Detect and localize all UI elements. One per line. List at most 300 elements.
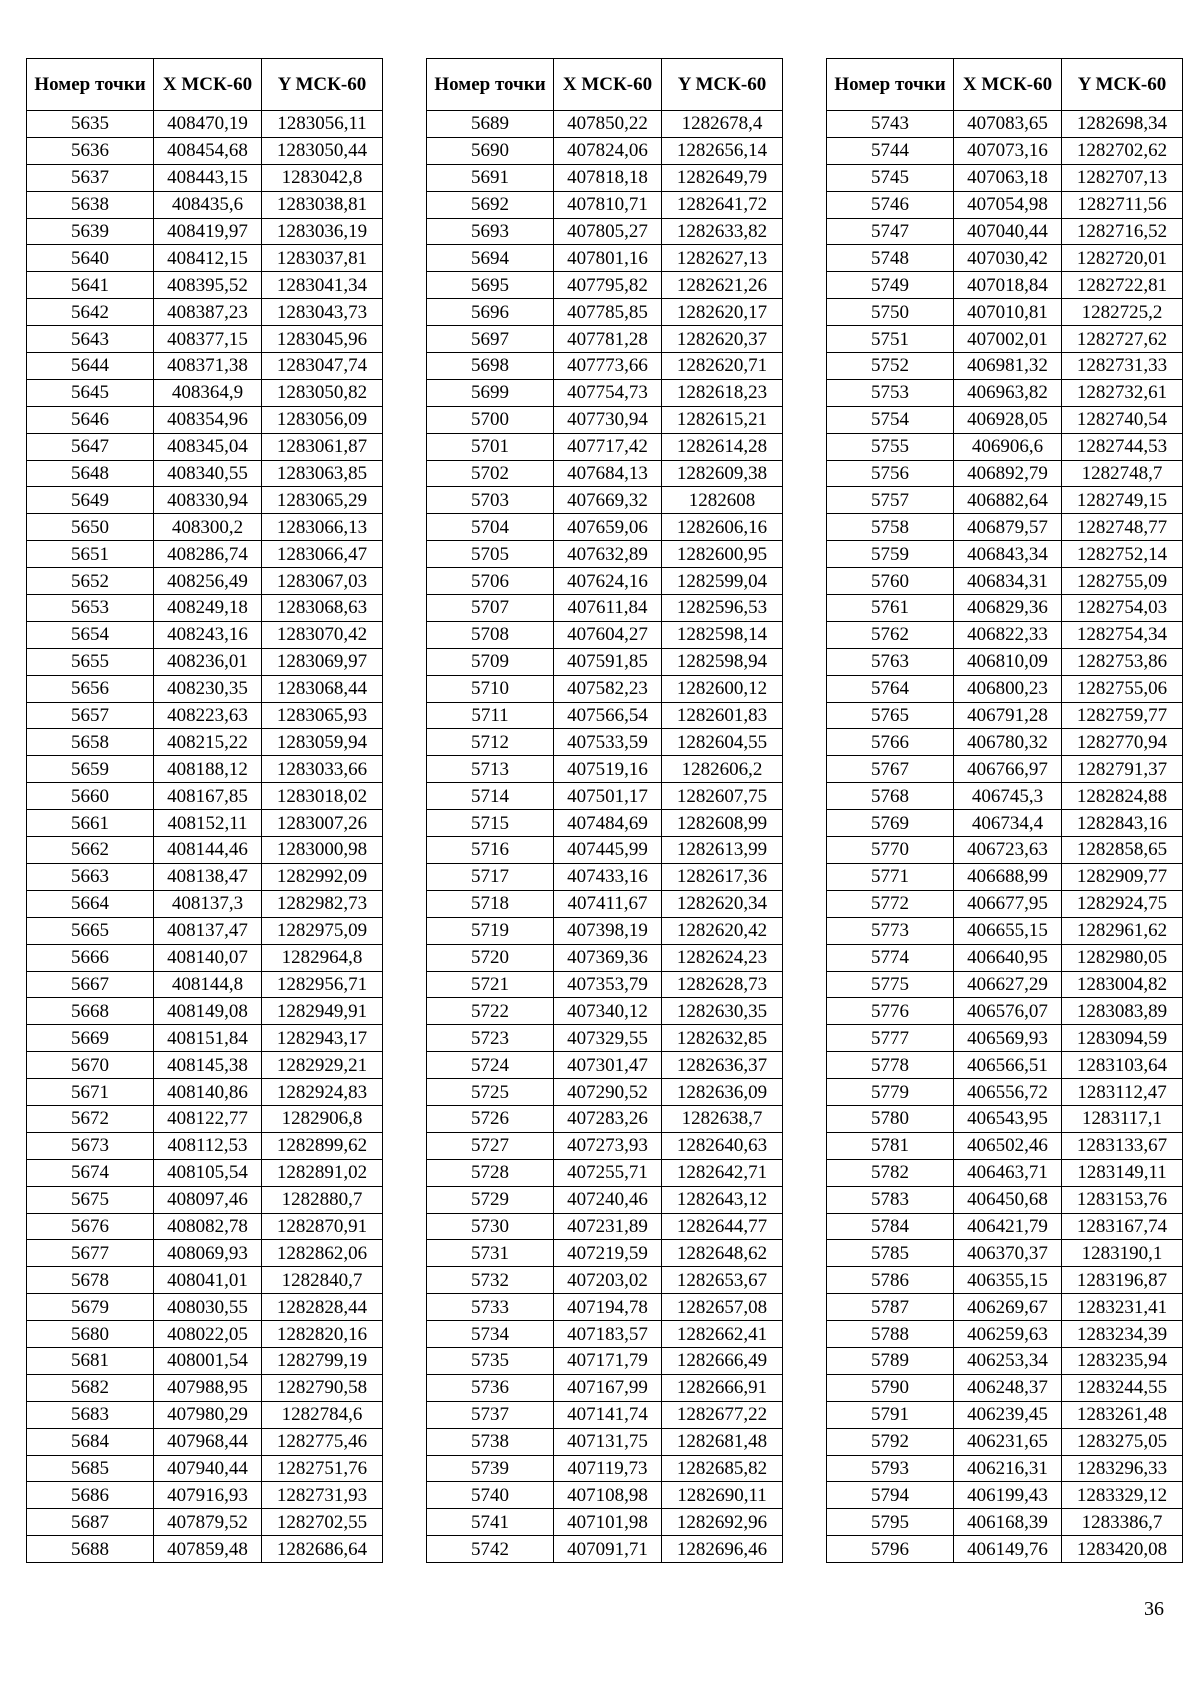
cell-y-coordinate: 1283190,1 [1062,1240,1183,1267]
cell-y-coordinate: 1283068,44 [262,675,383,702]
cell-x-coordinate: 408340,55 [154,460,262,487]
cell-point-number: 5749 [827,272,954,299]
cell-point-number: 5720 [427,944,554,971]
cell-x-coordinate: 407030,42 [954,245,1062,272]
cell-y-coordinate: 1283004,82 [1062,971,1183,998]
cell-x-coordinate: 406879,57 [954,514,1062,541]
cell-point-number: 5676 [27,1213,154,1240]
cell-y-coordinate: 1282752,14 [1062,541,1183,568]
cell-x-coordinate: 408022,05 [154,1321,262,1348]
cell-x-coordinate: 407785,85 [554,299,662,326]
cell-x-coordinate: 408377,15 [154,326,262,353]
cell-y-coordinate: 1282662,41 [662,1321,783,1348]
cell-point-number: 5642 [27,299,154,326]
cell-point-number: 5663 [27,863,154,890]
cell-x-coordinate: 406269,67 [954,1294,1062,1321]
cell-y-coordinate: 1282617,36 [662,863,783,890]
table-row [27,621,383,648]
cell-y-coordinate: 1282982,73 [262,890,383,917]
cell-x-coordinate: 407519,16 [554,756,662,783]
table-row [427,1401,783,1428]
cell-x-coordinate: 407108,98 [554,1482,662,1509]
cell-point-number: 5725 [427,1079,554,1106]
cell-point-number: 5761 [827,595,954,622]
cell-x-coordinate: 408144,8 [154,971,262,998]
cell-point-number: 5791 [827,1401,954,1428]
table-row [27,702,383,729]
cell-y-coordinate: 1282820,16 [262,1321,383,1348]
cell-point-number: 5757 [827,487,954,514]
table-row [427,272,783,299]
cell-x-coordinate: 407591,85 [554,648,662,675]
cell-y-coordinate: 1282692,96 [662,1509,783,1536]
cell-x-coordinate: 406981,32 [954,353,1062,380]
cell-x-coordinate: 407566,54 [554,702,662,729]
cell-x-coordinate: 406355,15 [954,1267,1062,1294]
cell-point-number: 5713 [427,756,554,783]
cell-point-number: 5654 [27,621,154,648]
cell-y-coordinate: 1283033,66 [262,756,383,783]
table-row [427,299,783,326]
table-row [27,648,383,675]
cell-point-number: 5657 [27,702,154,729]
table-row [827,1025,1183,1052]
cell-point-number: 5666 [27,944,154,971]
cell-x-coordinate: 407340,12 [554,998,662,1025]
table-row [427,971,783,998]
cell-y-coordinate: 1282614,28 [662,433,783,460]
cell-point-number: 5742 [427,1536,554,1563]
cell-point-number: 5767 [827,756,954,783]
cell-x-coordinate: 407968,44 [154,1428,262,1455]
cell-point-number: 5737 [427,1401,554,1428]
header-x: X МСК-60 [554,59,662,111]
table-row [427,1536,783,1563]
table-row [427,1294,783,1321]
table-row [427,944,783,971]
cell-y-coordinate: 1282791,37 [1062,756,1183,783]
table-row [827,1267,1183,1294]
cell-x-coordinate: 408256,49 [154,568,262,595]
cell-y-coordinate: 1282627,13 [662,245,783,272]
table-row [827,1186,1183,1213]
cell-point-number: 5778 [827,1052,954,1079]
cell-y-coordinate: 1282649,79 [662,164,783,191]
cell-x-coordinate: 407810,71 [554,191,662,218]
cell-x-coordinate: 407183,57 [554,1321,662,1348]
cell-x-coordinate: 406248,37 [954,1374,1062,1401]
table-row [827,1482,1183,1509]
cell-y-coordinate: 1283296,33 [1062,1455,1183,1482]
cell-y-coordinate: 1282685,82 [662,1455,783,1482]
cell-y-coordinate: 1282644,77 [662,1213,783,1240]
table-row [27,1347,383,1374]
cell-x-coordinate: 407484,69 [554,810,662,837]
cell-point-number: 5702 [427,460,554,487]
cell-y-coordinate: 1283094,59 [1062,1025,1183,1052]
cell-point-number: 5688 [27,1536,154,1563]
table-row [27,272,383,299]
cell-point-number: 5691 [427,164,554,191]
cell-point-number: 5664 [27,890,154,917]
table-row [427,702,783,729]
cell-y-coordinate: 1282601,83 [662,702,783,729]
cell-y-coordinate: 1282681,48 [662,1428,783,1455]
cell-y-coordinate: 1282731,93 [262,1482,383,1509]
cell-x-coordinate: 408435,6 [154,191,262,218]
cell-x-coordinate: 407916,93 [154,1482,262,1509]
table-row [827,621,1183,648]
cell-y-coordinate: 1283068,63 [262,595,383,622]
table-row [427,568,783,595]
cell-point-number: 5679 [27,1294,154,1321]
cell-y-coordinate: 1283065,93 [262,702,383,729]
table-row [827,675,1183,702]
cell-y-coordinate: 1282618,23 [662,379,783,406]
cell-point-number: 5744 [827,137,954,164]
cell-point-number: 5785 [827,1240,954,1267]
table-row [27,675,383,702]
table-row [827,1455,1183,1482]
cell-y-coordinate: 1282929,21 [262,1052,383,1079]
table-row [427,460,783,487]
cell-point-number: 5783 [827,1186,954,1213]
cell-x-coordinate: 407018,84 [954,272,1062,299]
cell-x-coordinate: 406677,95 [954,890,1062,917]
cell-x-coordinate: 408001,54 [154,1347,262,1374]
table-row [27,164,383,191]
table-row [827,137,1183,164]
table-row [27,568,383,595]
header-row [427,59,783,111]
cell-x-coordinate: 407273,93 [554,1132,662,1159]
cell-point-number: 5776 [827,998,954,1025]
cell-y-coordinate: 1282748,7 [1062,460,1183,487]
cell-x-coordinate: 408167,85 [154,783,262,810]
cell-point-number: 5731 [427,1240,554,1267]
cell-y-coordinate: 1282620,42 [662,917,783,944]
table-row [827,568,1183,595]
cell-x-coordinate: 407101,98 [554,1509,662,1536]
table-row [427,1159,783,1186]
cell-point-number: 5727 [427,1132,554,1159]
cell-x-coordinate: 407730,94 [554,406,662,433]
cell-y-coordinate: 1282964,8 [262,944,383,971]
table-row [27,810,383,837]
table-row [827,702,1183,729]
cell-x-coordinate: 407141,74 [554,1401,662,1428]
cell-x-coordinate: 407604,27 [554,621,662,648]
cell-y-coordinate: 1282677,22 [662,1401,783,1428]
cell-point-number: 5715 [427,810,554,837]
cell-y-coordinate: 1282824,88 [1062,783,1183,810]
cell-point-number: 5730 [427,1213,554,1240]
cell-point-number: 5655 [27,648,154,675]
cell-point-number: 5701 [427,433,554,460]
cell-point-number: 5716 [427,837,554,864]
cell-y-coordinate: 1282727,62 [1062,326,1183,353]
cell-y-coordinate: 1282624,23 [662,944,783,971]
table-row [827,998,1183,1025]
header-point: Номер точки [27,59,154,111]
cell-y-coordinate: 1282731,33 [1062,353,1183,380]
cell-y-coordinate: 1283153,76 [1062,1186,1183,1213]
table-row [827,1428,1183,1455]
cell-x-coordinate: 408443,15 [154,164,262,191]
cell-x-coordinate: 407824,06 [554,137,662,164]
cell-y-coordinate: 1282725,2 [1062,299,1183,326]
cell-y-coordinate: 1282906,8 [262,1105,383,1132]
cell-y-coordinate: 1282975,09 [262,917,383,944]
cell-x-coordinate: 406766,97 [954,756,1062,783]
cell-x-coordinate: 406928,05 [954,406,1062,433]
cell-point-number: 5733 [427,1294,554,1321]
cell-x-coordinate: 408140,86 [154,1079,262,1106]
cell-y-coordinate: 1282799,19 [262,1347,383,1374]
cell-point-number: 5682 [27,1374,154,1401]
cell-point-number: 5659 [27,756,154,783]
table-row [427,245,783,272]
cell-point-number: 5669 [27,1025,154,1052]
table-row [427,1240,783,1267]
cell-x-coordinate: 406216,31 [954,1455,1062,1482]
cell-y-coordinate: 1282711,56 [1062,191,1183,218]
cell-point-number: 5780 [827,1105,954,1132]
cell-x-coordinate: 408151,84 [154,1025,262,1052]
table-row [827,487,1183,514]
cell-y-coordinate: 1283047,74 [262,353,383,380]
cell-y-coordinate: 1282641,72 [662,191,783,218]
table-row [827,863,1183,890]
cell-x-coordinate: 407659,06 [554,514,662,541]
cell-x-coordinate: 407879,52 [154,1509,262,1536]
table-row [27,998,383,1025]
cell-point-number: 5769 [827,810,954,837]
cell-x-coordinate: 407433,16 [554,863,662,890]
cell-x-coordinate: 407773,66 [554,353,662,380]
cell-x-coordinate: 407624,16 [554,568,662,595]
table-row [27,917,383,944]
cell-y-coordinate: 1283050,82 [262,379,383,406]
cell-x-coordinate: 407850,22 [554,111,662,138]
cell-x-coordinate: 406543,95 [954,1105,1062,1132]
cell-point-number: 5736 [427,1374,554,1401]
table-row [427,810,783,837]
table-row [827,272,1183,299]
cell-point-number: 5693 [427,218,554,245]
cell-y-coordinate: 1282613,99 [662,837,783,864]
table-row [827,299,1183,326]
cell-point-number: 5786 [827,1267,954,1294]
cell-x-coordinate: 408137,3 [154,890,262,917]
cell-x-coordinate: 408152,11 [154,810,262,837]
cell-x-coordinate: 406800,23 [954,675,1062,702]
cell-y-coordinate: 1283050,44 [262,137,383,164]
cell-point-number: 5650 [27,514,154,541]
header-x: X МСК-60 [954,59,1062,111]
cell-point-number: 5732 [427,1267,554,1294]
cell-y-coordinate: 1282754,34 [1062,621,1183,648]
cell-point-number: 5662 [27,837,154,864]
cell-point-number: 5748 [827,245,954,272]
table-row [27,944,383,971]
table-row [27,487,383,514]
cell-x-coordinate: 407119,73 [554,1455,662,1482]
cell-point-number: 5649 [27,487,154,514]
table-row [427,218,783,245]
cell-point-number: 5796 [827,1536,954,1563]
table-row [27,1482,383,1509]
table-row [427,514,783,541]
cell-x-coordinate: 406253,34 [954,1347,1062,1374]
table-row [27,245,383,272]
cell-y-coordinate: 1282956,71 [262,971,383,998]
table-row [427,406,783,433]
cell-x-coordinate: 406810,09 [954,648,1062,675]
cell-x-coordinate: 407171,79 [554,1347,662,1374]
cell-y-coordinate: 1282648,62 [662,1240,783,1267]
table-row [27,111,383,138]
cell-y-coordinate: 1282620,37 [662,326,783,353]
cell-point-number: 5795 [827,1509,954,1536]
table-row [27,406,383,433]
table-row [827,1321,1183,1348]
cell-x-coordinate: 408105,54 [154,1159,262,1186]
cell-y-coordinate: 1282716,52 [1062,218,1183,245]
cell-y-coordinate: 1282656,14 [662,137,783,164]
cell-point-number: 5779 [827,1079,954,1106]
cell-point-number: 5772 [827,890,954,917]
cell-y-coordinate: 1282828,44 [262,1294,383,1321]
table-row [427,191,783,218]
cell-y-coordinate: 1282749,15 [1062,487,1183,514]
cell-y-coordinate: 1282943,17 [262,1025,383,1052]
cell-y-coordinate: 1282620,34 [662,890,783,917]
cell-point-number: 5752 [827,353,954,380]
cell-y-coordinate: 1283420,08 [1062,1536,1183,1563]
cell-y-coordinate: 1283261,48 [1062,1401,1183,1428]
cell-y-coordinate: 1282751,76 [262,1455,383,1482]
cell-y-coordinate: 1282643,12 [662,1186,783,1213]
cell-y-coordinate: 1282606,16 [662,514,783,541]
table-row [427,863,783,890]
cell-y-coordinate: 1282620,71 [662,353,783,380]
cell-x-coordinate: 407533,59 [554,729,662,756]
table-row [27,1105,383,1132]
cell-x-coordinate: 407040,44 [954,218,1062,245]
cell-point-number: 5661 [27,810,154,837]
cell-y-coordinate: 1283065,29 [262,487,383,514]
cell-x-coordinate: 406566,51 [954,1052,1062,1079]
table-row [827,729,1183,756]
cell-point-number: 5763 [827,648,954,675]
cell-point-number: 5670 [27,1052,154,1079]
table-row [427,648,783,675]
table-row [27,863,383,890]
table-row [27,1509,383,1536]
cell-x-coordinate: 408470,19 [154,111,262,138]
cell-x-coordinate: 408188,12 [154,756,262,783]
cell-x-coordinate: 406168,39 [954,1509,1062,1536]
table-row [27,1374,383,1401]
cell-x-coordinate: 408364,9 [154,379,262,406]
cell-point-number: 5639 [27,218,154,245]
cell-point-number: 5719 [427,917,554,944]
cell-y-coordinate: 1282992,09 [262,863,383,890]
cell-x-coordinate: 408395,52 [154,272,262,299]
cell-y-coordinate: 1282628,73 [662,971,783,998]
cell-y-coordinate: 1283083,89 [1062,998,1183,1025]
cell-point-number: 5653 [27,595,154,622]
cell-x-coordinate: 407818,18 [554,164,662,191]
cell-x-coordinate: 407329,55 [554,1025,662,1052]
cell-x-coordinate: 408122,77 [154,1105,262,1132]
cell-x-coordinate: 407582,23 [554,675,662,702]
header-y: Y МСК-60 [262,59,383,111]
cell-x-coordinate: 407411,67 [554,890,662,917]
table-row [827,433,1183,460]
cell-x-coordinate: 406791,28 [954,702,1062,729]
cell-point-number: 5645 [27,379,154,406]
table-row [427,1186,783,1213]
cell-x-coordinate: 408230,35 [154,675,262,702]
cell-x-coordinate: 406963,82 [954,379,1062,406]
cell-x-coordinate: 408030,55 [154,1294,262,1321]
table-row [427,595,783,622]
cell-point-number: 5790 [827,1374,954,1401]
cell-x-coordinate: 407632,89 [554,541,662,568]
table-row [827,1347,1183,1374]
cell-x-coordinate: 407083,65 [954,111,1062,138]
table-row [827,460,1183,487]
cell-y-coordinate: 1283056,11 [262,111,383,138]
table-row [27,1536,383,1563]
cell-x-coordinate: 407063,18 [954,164,1062,191]
cell-y-coordinate: 1283018,02 [262,783,383,810]
cell-point-number: 5685 [27,1455,154,1482]
cell-x-coordinate: 407805,27 [554,218,662,245]
cell-y-coordinate: 1283042,8 [262,164,383,191]
cell-x-coordinate: 407980,29 [154,1401,262,1428]
cell-point-number: 5764 [827,675,954,702]
table-row [427,1321,783,1348]
table-row [827,1294,1183,1321]
cell-x-coordinate: 407255,71 [554,1159,662,1186]
cell-y-coordinate: 1282608 [662,487,783,514]
cell-point-number: 5755 [827,433,954,460]
cell-x-coordinate: 408097,46 [154,1186,262,1213]
cell-x-coordinate: 406640,95 [954,944,1062,971]
table-row [827,810,1183,837]
cell-x-coordinate: 406834,31 [954,568,1062,595]
cell-point-number: 5782 [827,1159,954,1186]
cell-x-coordinate: 408454,68 [154,137,262,164]
cell-y-coordinate: 1282600,12 [662,675,783,702]
cell-y-coordinate: 1282633,82 [662,218,783,245]
cell-y-coordinate: 1282784,6 [262,1401,383,1428]
table-row [27,1079,383,1106]
cell-x-coordinate: 406655,15 [954,917,1062,944]
cell-y-coordinate: 1282615,21 [662,406,783,433]
cell-x-coordinate: 408249,18 [154,595,262,622]
cell-point-number: 5696 [427,299,554,326]
table-row [27,541,383,568]
cell-y-coordinate: 1283038,81 [262,191,383,218]
table-row [27,191,383,218]
table-row [827,245,1183,272]
cell-point-number: 5794 [827,1482,954,1509]
cell-point-number: 5792 [827,1428,954,1455]
